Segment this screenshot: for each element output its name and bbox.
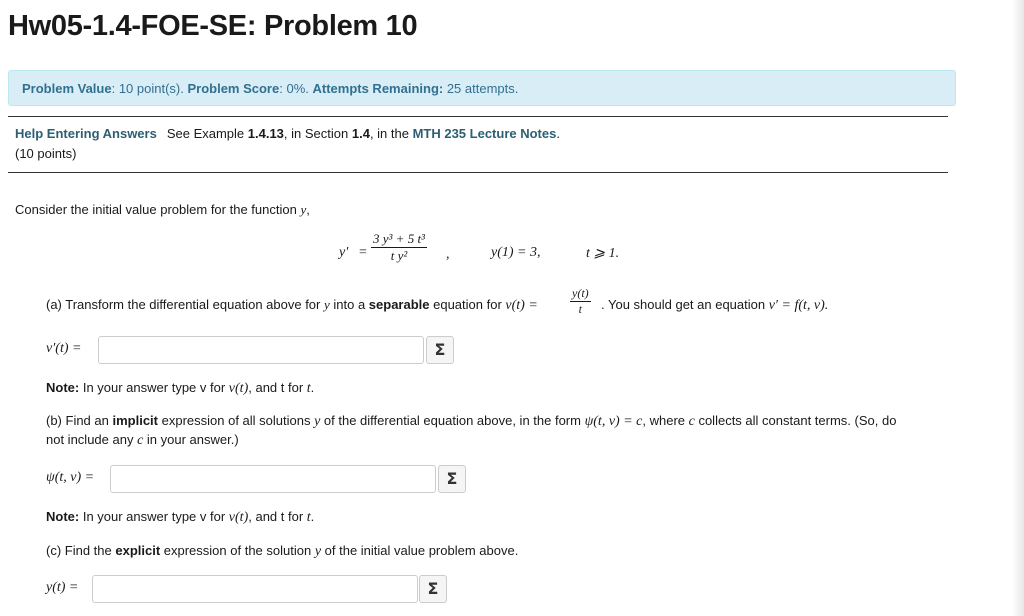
lecture-notes-link[interactable]: MTH 235 Lecture Notes (412, 126, 557, 141)
part-a-text-2: . You should get an equation v′ = f(t, v). (601, 297, 829, 313)
page-title: Hw05-1.4-FOE-SE: Problem 10 (8, 10, 418, 42)
answer-b-label: ψ(t, v) = (46, 470, 95, 485)
note-b: Note: In your answer type v for v(t), and t for t. (46, 509, 315, 525)
eq-denominator: t y² (371, 247, 427, 264)
answer-c-input[interactable] (92, 575, 418, 603)
note-a: Note: In your answer type v for v(t), and t for t. (46, 380, 315, 396)
help-example: 1.4.13 (247, 126, 284, 141)
attempts-label: Attempts Remaining: (312, 81, 444, 96)
problem-value-label: Problem Value (22, 81, 112, 96)
eq-lhs: y′ (339, 245, 349, 260)
part-a-fraction: $\frac{y(t)}{t}$ (572, 286, 589, 316)
divider (8, 116, 948, 117)
domain-condition: t ⩾ 1. (586, 246, 620, 261)
eq-comma: , (446, 247, 450, 262)
help-entering-answers-link[interactable]: Help Entering Answers (15, 126, 157, 141)
eq-fraction (371, 231, 427, 264)
answer-b-input[interactable] (110, 465, 436, 493)
help-section: 1.4 (351, 126, 370, 141)
problem-value: : 10 point(s). (111, 81, 188, 96)
divider (8, 172, 948, 173)
equation-editor-button[interactable]: Σ (426, 336, 454, 364)
part-b-text: (b) Find an implicit expression of all solutions y of the differential equation above, in the form ψ(t, v) = c, where c collects all constant terms. (So, do (46, 413, 897, 429)
page-edge-shadow (1012, 0, 1024, 616)
problem-intro: Consider the initial value problem for the function y, (15, 202, 310, 217)
part-a-text: (a) Transform the differential equation above for y into a separable equation for v(t) = (46, 297, 538, 313)
part-c-text: (c) Find the explicit expression of the solution y of the initial value problem above. (46, 543, 519, 559)
help-end: . (556, 126, 560, 141)
help-in-the: , in the (369, 126, 413, 141)
help-in-section: , in Section (283, 126, 352, 141)
points-text: (10 points) (15, 146, 77, 161)
help-see: See Example (166, 126, 248, 141)
attempts-remaining: 25 attempts. (443, 81, 519, 96)
problem-info-banner (8, 70, 956, 106)
eq-equals: = (359, 245, 367, 260)
part-b-text-2: not include any c in your answer.) (46, 432, 239, 448)
answer-c-label: y(t) = (46, 580, 79, 595)
equation-editor-button[interactable]: Σ (438, 465, 466, 493)
problem-score: : 0%. (279, 81, 313, 96)
initial-condition: y(1) = 3, (491, 245, 541, 260)
answer-a-input[interactable] (98, 336, 424, 364)
problem-score-label: Problem Score (187, 81, 280, 96)
eq-numerator: 3 y³ + 5 t³ (373, 231, 425, 246)
answer-a-label: v′(t) = (46, 341, 82, 356)
equation-editor-button[interactable]: Σ (419, 575, 447, 603)
help-line (15, 126, 560, 141)
